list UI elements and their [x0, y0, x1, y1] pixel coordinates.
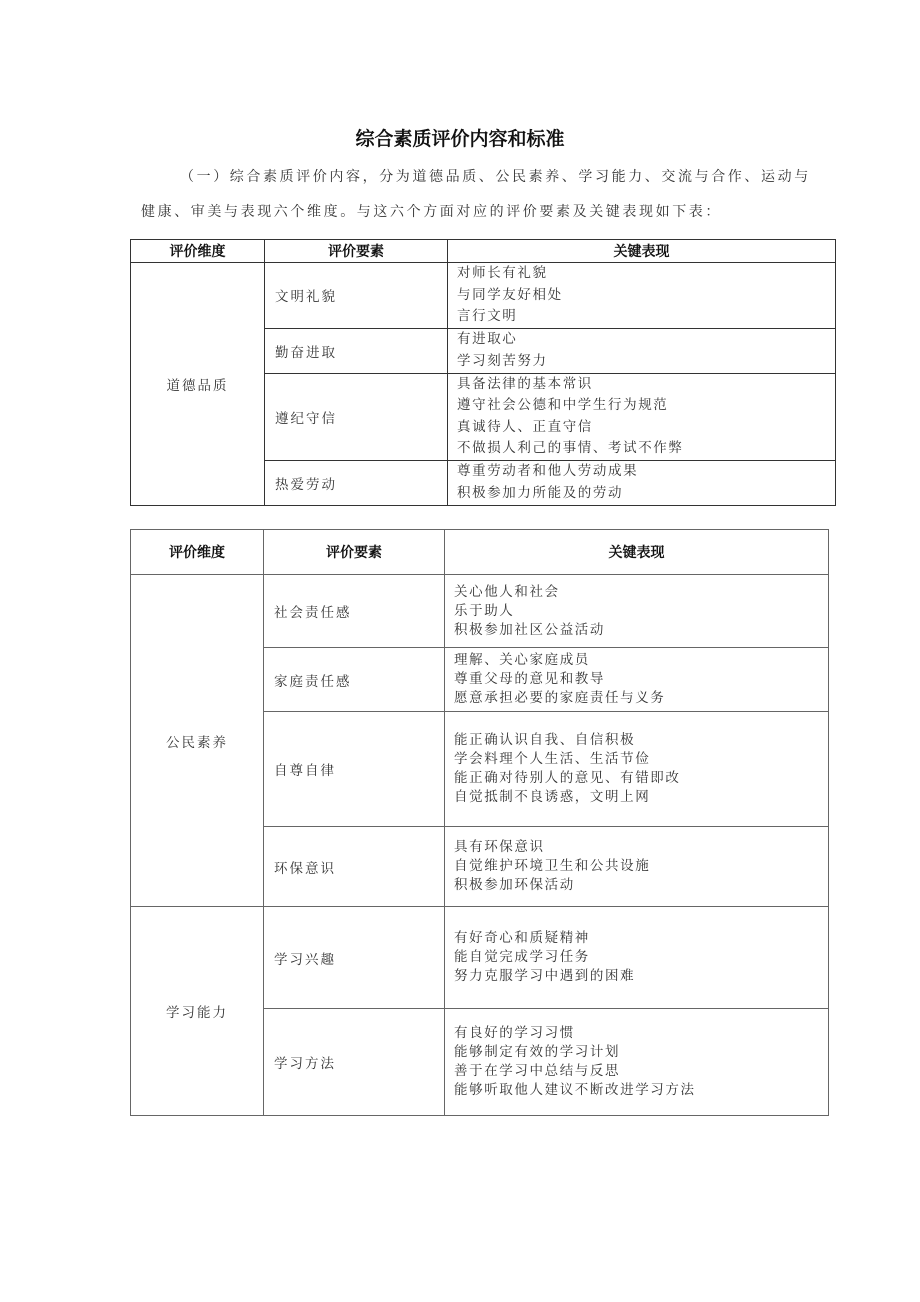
key-performance-item: 努力克服学习中遇到的困难 — [454, 968, 636, 984]
element-cell: 自尊自律 — [264, 712, 445, 827]
intro-line-2: 健康、审美与表现六个维度。与这六个方面对应的评价要素及关键表现如下表： — [141, 204, 722, 220]
evaluation-table-1 — [130, 239, 836, 506]
key-performance-cell — [445, 648, 829, 712]
key-performance-item: 能够听取他人建议不断改进学习方法 — [454, 1082, 696, 1098]
element-cell: 遵纪守信 — [265, 373, 448, 460]
element-cell: 环保意识 — [264, 827, 445, 907]
header-element: 评价要素 — [265, 240, 448, 263]
key-performance-item: 与同学友好相处 — [457, 286, 563, 303]
header-dimension: 评价维度 — [131, 530, 264, 575]
element-cell: 文明礼貌 — [265, 263, 448, 329]
element-cell: 学习兴趣 — [264, 907, 445, 1009]
key-performance-item: 乐于助人 — [454, 602, 515, 619]
key-performance-item: 有进取心 — [457, 331, 518, 347]
key-performance-cell — [445, 1009, 829, 1116]
key-performance-cell — [445, 907, 829, 1009]
key-performance-item: 具备法律的基本常识 — [457, 375, 593, 392]
key-performance-item: 理解、关心家庭成员 — [454, 652, 590, 668]
key-performance-item: 遵守社会公德和中学生行为规范 — [457, 397, 669, 413]
key-performance-cell — [448, 373, 836, 460]
key-performance-item: 有好奇心和质疑精神 — [454, 930, 590, 946]
key-performance-item: 具有环保意识 — [454, 839, 545, 855]
element-cell: 社会责任感 — [264, 575, 445, 648]
page-title: 综合素质评价内容和标准 — [355, 128, 565, 150]
header-performance: 关键表现 — [445, 530, 829, 575]
key-performance-cell — [448, 460, 836, 505]
table-row — [131, 907, 829, 1009]
key-performance-cell — [445, 575, 829, 648]
key-performance-cell — [448, 263, 836, 329]
table-row — [131, 263, 836, 329]
key-performance-item: 能够制定有效的学习计划 — [454, 1044, 621, 1060]
key-performance-cell — [445, 827, 829, 907]
intro-line-1: （一）综合素质评价内容，分为道德品质、公民素养、学习能力、交流与合作、运动与 — [180, 169, 811, 185]
table-row — [131, 575, 829, 648]
key-performance-item: 对师长有礼貌 — [457, 265, 548, 281]
element-cell: 家庭责任感 — [264, 648, 445, 712]
key-performance-item: 学习刻苦努力 — [457, 352, 548, 369]
key-performance-cell — [445, 712, 829, 827]
key-performance-item: 积极参加社区公益活动 — [454, 621, 605, 638]
key-performance-item: 能正确对待别人的意见、有错即改 — [454, 770, 681, 786]
element-cell: 勤奋进取 — [265, 328, 448, 373]
element-cell: 热爱劳动 — [265, 460, 448, 505]
dimension-cell: 道德品质 — [131, 263, 265, 506]
key-performance-item: 自觉维护环境卫生和公共设施 — [454, 858, 651, 874]
key-performance-item: 积极参加力所能及的劳动 — [457, 484, 624, 501]
key-performance-item: 能正确认识自我、自信积极 — [454, 732, 636, 748]
key-performance-item: 能自觉完成学习任务 — [454, 949, 590, 965]
dimension-cell: 公民素养 — [131, 575, 264, 907]
key-performance-item: 言行文明 — [457, 308, 518, 324]
header-element: 评价要素 — [264, 530, 445, 575]
key-performance-item: 善于在学习中总结与反思 — [454, 1063, 621, 1079]
header-dimension: 评价维度 — [131, 240, 265, 263]
element-cell: 学习方法 — [264, 1009, 445, 1116]
key-performance-item: 自觉抵制不良诱惑，文明上网 — [454, 789, 651, 805]
evaluation-table-2 — [130, 529, 829, 1116]
header-performance: 关键表现 — [448, 240, 836, 263]
key-performance-item: 学会料理个人生活、生活节俭 — [454, 751, 651, 767]
key-performance-item: 不做损人利己的事情、考试不作弊 — [457, 440, 684, 456]
dimension-cell: 学习能力 — [131, 907, 264, 1116]
key-performance-item: 尊重父母的意见和教导 — [454, 671, 605, 687]
key-performance-item: 真诚待人、正直守信 — [457, 418, 593, 435]
key-performance-item: 积极参加环保活动 — [454, 877, 575, 893]
key-performance-item: 关心他人和社会 — [454, 583, 560, 600]
key-performance-item: 有良好的学习习惯 — [454, 1025, 575, 1041]
key-performance-cell — [448, 328, 836, 373]
key-performance-item: 尊重劳动者和他人劳动成果 — [457, 463, 639, 479]
key-performance-item: 愿意承担必要的家庭责任与义务 — [454, 690, 666, 706]
